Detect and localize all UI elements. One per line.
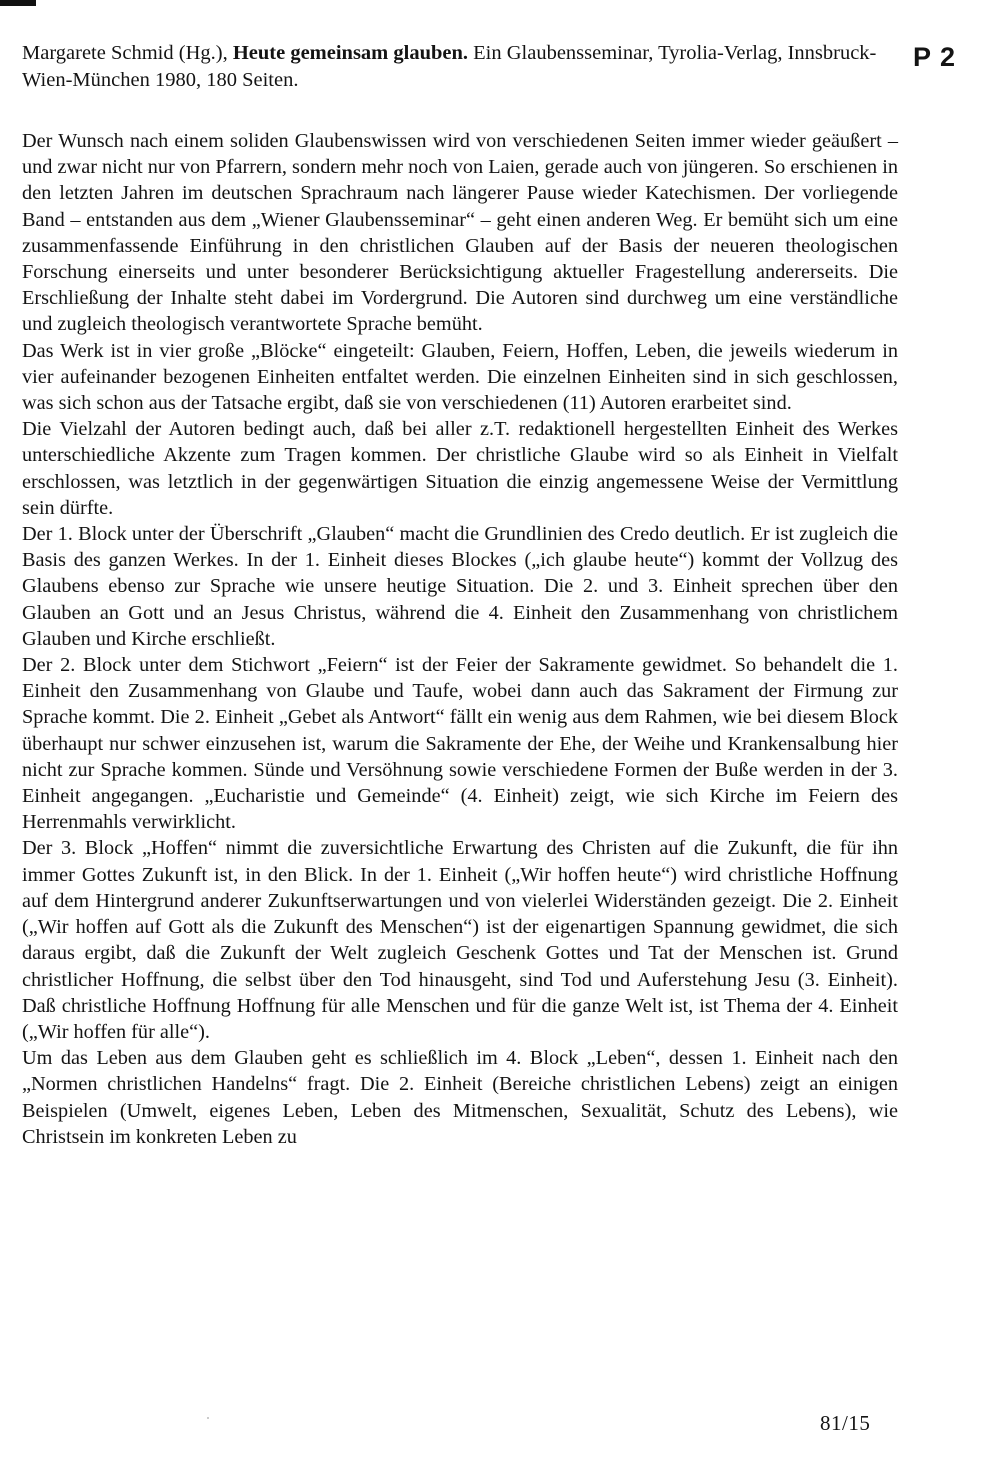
- book-title: Heute gemeinsam glauben.: [232, 42, 468, 64]
- scan-speck: [207, 1417, 209, 1419]
- paragraph: Der 2. Block unter dem Stichwort „Feiern“ ist der Feier der Sakramente gewidmet. So behandelt die 1. Einheit den Zusammenhang von Glaube und Taufe, wobei dann auch das Sakrament der Firmung zur Sprache kommt. Die 2. Einheit „Gebet als Antwort“ fällt ein wenig aus dem Rahmen, wie bei diesem Block überhaupt nur schwer einzusehen ist, warum die Sakramente der Ehe, der Weihe und Krankensalbung hier nicht zur Sprache kommen. Sünde und Versöhnung sowie verschiedene Formen der Buße werden in der 3. Einheit angegangen. „Eucharistie und Gemeinde“ (4. Einheit) zeigt, wie sich Kirche im Feiern des Herrenmahls verwirklicht.: [22, 654, 898, 834]
- citation-header: [22, 40, 902, 94]
- review-body: [22, 128, 898, 1150]
- paragraph: Der 3. Block „Hoffen“ nimmt die zuversichtliche Erwartung des Christen auf die Zukunft, die für ihn immer Gottes Zukunft ist, in den Blick. In der 1. Einheit („Wir hoffen heute“) wird christliche Hoffnung auf dem Hintergrund anderer Zukunftserwartungen und von vielerlei Widerständen gezeigt. Die 2. Einheit („Wir hoffen auf Gott als die Zukunft des Menschen“) ist der eigenartigen Spannung gewidmet, die sich daraus ergibt, daß die Zukunft der Welt zugleich Geschenk Gottes und Tat der Menschen ist. Grund christlicher Hoffnung, die selbst über den Tod hinausgeht, sind Tod und Auferstehung Jesu (3. Einheit). Daß christliche Hoffnung Hoffnung für alle Menschen und für die ganze Welt ist, ist Thema der 4. Einheit („Wir hoffen für alle“).: [22, 837, 898, 1043]
- paragraph: Um das Leben aus dem Glauben geht es schließlich im 4. Block „Leben“, dessen 1. Einheit nach den „Normen christlichen Handelns“ fragt. Die 2. Einheit (Bereiche christlichen Lebens) zeigt an einigen Beispielen (Umwelt, eigenes Leben, Leben des Mitmenschen, Sexualität, Schutz des Lebens), wie Christsein im konkreten Leben zu: [22, 1047, 898, 1148]
- citation-author: Margarete Schmid (Hg.),: [22, 42, 233, 64]
- paragraph: Die Vielzahl der Autoren bedingt auch, daß bei aller z.T. redaktionell hergestellten Einheit des Werkes unterschiedliche Akzente zum Tragen kommen. Der christliche Glaube wird so als Einheit in Vielfalt erschlossen, was letztlich in der gegenwärtigen Situation die einzig angemessene Weise der Vermittlung sein dürfte.: [22, 418, 898, 519]
- scan-corner-mark: [0, 0, 36, 6]
- page-number: 81/15: [820, 1411, 871, 1435]
- citation-publisher: Ein Glaubensseminar, Tyrolia-Verlag, Innsbruck-Wien-München 1980, 180 Seiten.: [22, 42, 877, 91]
- section-code: P 2: [913, 42, 957, 72]
- paragraph: Der Wunsch nach einem soliden Glaubenswissen wird von verschiedenen Seiten immer wieder geäußert – und zwar nicht nur von Pfarrern, sondern mehr noch von Laien, gerade auch von jüngeren. So erschienen in den letzten Jahren im deutschen Sprachraum nach längerer Pause wieder Katechismen. Der vorliegende Band – entstanden aus dem „Wiener Glaubensseminar“ – geht einen anderen Weg. Er bemüht sich um eine zusammenfassende Einführung in den christlichen Glauben auf der Basis der neueren theologischen Forschung einerseits und unter besonderer Berücksichtigung aktueller Fragestellung andererseits. Die Erschließung der Inhalte steht dabei im Vordergrund. Die Autoren sind durchweg um eine verständliche und zugleich theologisch verantwortete Sprache bemüht.: [22, 130, 898, 336]
- paragraph: Das Werk ist in vier große „Blöcke“ eingeteilt: Glauben, Feiern, Hoffen, Leben, die jeweils wiederum in vier aufeinander bezogenen Einheiten entfaltet werden. Die einzelnen Einheiten sind in sich geschlossen, was sich schon aus der Tatsache ergibt, daß sie von verschiedenen (11) Autoren erarbeitet sind.: [22, 339, 898, 415]
- paragraph: Der 1. Block unter der Überschrift „Glauben“ macht die Grundlinien des Credo deutlich. Er ist zugleich die Basis des ganzen Werkes. In der 1. Einheit dieses Blockes („ich glaube heute“) kommt der Vollzug des Glaubens ebenso zur Sprache wie unsere heutige Situation. Die 2. und 3. Einheit sprechen über den Glauben an Gott und an Jesus Christus, während die 4. Einheit den Zusammenhang von christlichem Glauben und Kirche erschließt.: [22, 523, 898, 650]
